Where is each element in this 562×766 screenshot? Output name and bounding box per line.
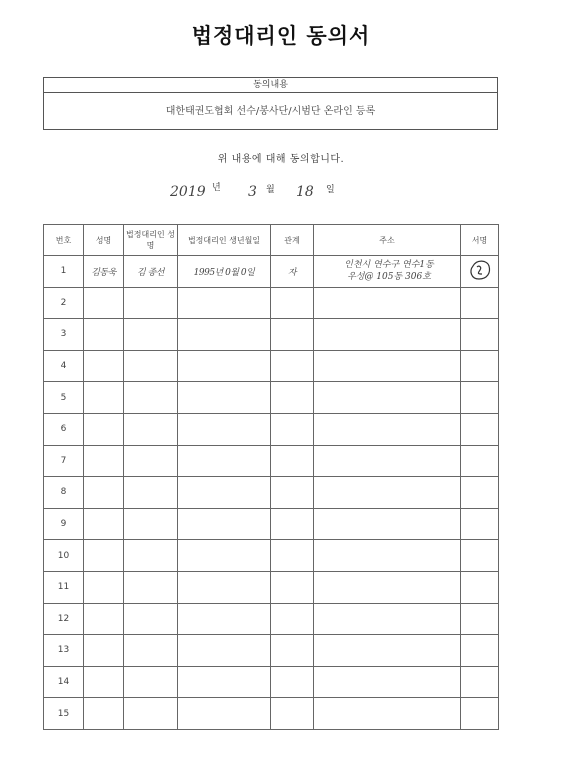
cell-guardian-name [124, 350, 178, 382]
table-row [44, 287, 499, 319]
cell-address [314, 635, 461, 667]
header-guardian-birth: 법정대리인 생년월일 [178, 225, 271, 256]
guardian-table [43, 224, 499, 730]
cell-address [314, 445, 461, 477]
cell-address [314, 603, 461, 635]
cell-signature [461, 698, 499, 730]
signature-mark [465, 257, 495, 283]
cell-guardian-birth: 1995년 0월 0일 [178, 256, 271, 288]
cell-address [314, 413, 461, 445]
cell-guardian-birth [178, 540, 271, 572]
cell-name [84, 382, 124, 414]
table-row [44, 256, 499, 288]
cell-guardian-birth [178, 477, 271, 509]
cell-name [84, 319, 124, 351]
cell-address [314, 540, 461, 572]
cell-address [314, 287, 461, 319]
cell-guardian-birth [178, 287, 271, 319]
address-line-1: 인천시 연수구 연수1동 [344, 260, 434, 271]
cell-no: 1 [44, 256, 84, 288]
cell-guardian-birth [178, 635, 271, 667]
cell-no: 10 [44, 540, 84, 572]
cell-no: 9 [44, 508, 84, 540]
cell-signature [461, 571, 499, 603]
cell-guardian-name: 김 종선 [124, 256, 178, 288]
cell-signature [461, 287, 499, 319]
cell-guardian-name [124, 540, 178, 572]
cell-name [84, 698, 124, 730]
cell-address [314, 698, 461, 730]
cell-no: 3 [44, 319, 84, 351]
cell-address [314, 256, 461, 288]
cell-name [84, 666, 124, 698]
cell-signature [461, 413, 499, 445]
cell-guardian-birth [178, 413, 271, 445]
cell-name [84, 508, 124, 540]
cell-guardian-birth [178, 603, 271, 635]
cell-relation [271, 698, 314, 730]
cell-guardian-birth [178, 350, 271, 382]
table-row [44, 477, 499, 509]
cell-relation [271, 635, 314, 667]
header-no: 번호 [44, 225, 84, 256]
cell-relation: 자 [271, 256, 314, 288]
cell-name: 김동욱 [84, 256, 124, 288]
table-row [44, 382, 499, 414]
cell-guardian-name [124, 477, 178, 509]
cell-relation [271, 319, 314, 351]
cell-no: 13 [44, 635, 84, 667]
cell-relation [271, 540, 314, 572]
table-row [44, 319, 499, 351]
document-title: 법정대리인 동의서 [191, 24, 371, 48]
cell-guardian-name [124, 508, 178, 540]
cell-guardian-birth [178, 698, 271, 730]
cell-address [314, 508, 461, 540]
cell-no: 14 [44, 666, 84, 698]
cell-signature [461, 477, 499, 509]
cell-guardian-birth [178, 571, 271, 603]
cell-name [84, 477, 124, 509]
agreement-statement: 위 내용에 대해 동의합니다. [217, 154, 345, 165]
cell-address [314, 666, 461, 698]
cell-guardian-birth [178, 508, 271, 540]
cell-signature [461, 635, 499, 667]
cell-no: 2 [44, 287, 84, 319]
cell-relation [271, 666, 314, 698]
cell-guardian-birth [178, 445, 271, 477]
cell-name [84, 413, 124, 445]
table-row [44, 698, 499, 730]
cell-no: 12 [44, 603, 84, 635]
cell-name [84, 635, 124, 667]
cell-relation [271, 350, 314, 382]
table-row [44, 635, 499, 667]
cell-guardian-name [124, 319, 178, 351]
table-row [44, 666, 499, 698]
cell-address [314, 477, 461, 509]
cell-signature [461, 666, 499, 698]
cell-no: 4 [44, 350, 84, 382]
cell-relation [271, 477, 314, 509]
table-row [44, 350, 499, 382]
date-month-label: 월 [266, 185, 275, 195]
cell-signature [461, 350, 499, 382]
table-header-row [44, 225, 499, 256]
cell-relation [271, 413, 314, 445]
cell-signature [461, 540, 499, 572]
cell-no: 11 [44, 571, 84, 603]
table-row [44, 445, 499, 477]
cell-signature [461, 382, 499, 414]
cell-guardian-name [124, 571, 178, 603]
cell-relation [271, 382, 314, 414]
header-guardian-name: 법정대리인 성명 [124, 225, 178, 256]
cell-guardian-name [124, 698, 178, 730]
cell-guardian-name [124, 445, 178, 477]
cell-signature [461, 256, 499, 288]
cell-name [84, 445, 124, 477]
cell-guardian-name [124, 287, 178, 319]
cell-name [84, 350, 124, 382]
cell-relation [271, 445, 314, 477]
header-relation: 관계 [271, 225, 314, 256]
address-line-2: 우성@ 105동 306호 [347, 272, 431, 283]
cell-guardian-birth [178, 382, 271, 414]
cell-name [84, 603, 124, 635]
cell-name [84, 571, 124, 603]
cell-relation [271, 287, 314, 319]
cell-no: 6 [44, 413, 84, 445]
table-row [44, 540, 499, 572]
date-day-label: 일 [326, 185, 335, 195]
table-row [44, 508, 499, 540]
date-day: 18 [296, 184, 314, 200]
header-signature: 서명 [461, 225, 499, 256]
cell-signature [461, 603, 499, 635]
table-row [44, 603, 499, 635]
date-year: 2019 [170, 184, 206, 200]
consent-header: 동의내용 [44, 78, 497, 93]
cell-no: 8 [44, 477, 84, 509]
cell-no: 15 [44, 698, 84, 730]
cell-guardian-name [124, 666, 178, 698]
cell-address [314, 571, 461, 603]
date-year-label: 년 [212, 183, 221, 193]
date-line [170, 180, 350, 208]
header-address: 주소 [314, 225, 461, 256]
table-row [44, 413, 499, 445]
date-month: 3 [248, 184, 257, 200]
cell-relation [271, 603, 314, 635]
cell-no: 5 [44, 382, 84, 414]
consent-box [43, 77, 498, 130]
cell-address [314, 319, 461, 351]
cell-signature [461, 445, 499, 477]
cell-guardian-name [124, 413, 178, 445]
header-name: 성명 [84, 225, 124, 256]
cell-name [84, 287, 124, 319]
cell-address [314, 350, 461, 382]
cell-address [314, 382, 461, 414]
cell-guardian-birth [178, 666, 271, 698]
cell-guardian-name [124, 635, 178, 667]
cell-signature [461, 319, 499, 351]
cell-relation [271, 571, 314, 603]
cell-no: 7 [44, 445, 84, 477]
cell-guardian-name [124, 603, 178, 635]
consent-body: 대한태권도협회 선수/봉사단/시범단 온라인 등록 [165, 106, 376, 117]
table-row [44, 571, 499, 603]
cell-name [84, 540, 124, 572]
cell-guardian-name [124, 382, 178, 414]
cell-guardian-birth [178, 319, 271, 351]
cell-relation [271, 508, 314, 540]
cell-signature [461, 508, 499, 540]
